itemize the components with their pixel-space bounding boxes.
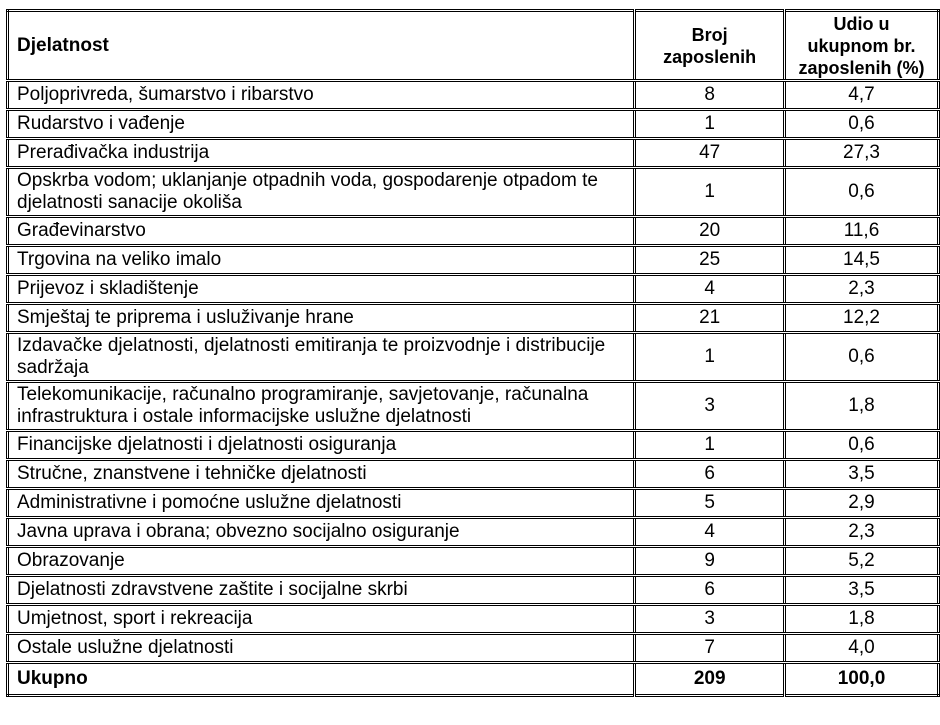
header-employees: Broj zaposlenih (635, 11, 785, 81)
table-row (8, 304, 939, 333)
row-activity: Umjetnost, sport i rekreacija (8, 605, 635, 634)
row-employees: 3 (635, 605, 785, 634)
row-employees: 9 (635, 547, 785, 576)
row-activity: Prerađivačka industrija (8, 139, 635, 168)
row-activity: Rudarstvo i vađenje (8, 110, 635, 139)
header-activity: Djelatnost (8, 11, 635, 81)
row-share: 12,2 (784, 304, 938, 333)
header-share: Udio u ukupnom br. zaposlenih (%) (784, 11, 938, 81)
row-share: 0,6 (784, 110, 938, 139)
table-row (8, 489, 939, 518)
table-row (8, 576, 939, 605)
row-employees: 8 (635, 81, 785, 110)
row-activity: Izdavačke djelatnosti, djelatnosti emitiranja te proizvodnje i distribucije sadržaja (8, 333, 635, 382)
row-activity: Poljoprivreda, šumarstvo i ribarstvo (8, 81, 635, 110)
table-row (8, 518, 939, 547)
table-row (8, 634, 939, 663)
row-employees: 3 (635, 382, 785, 431)
row-activity: Administrativne i pomoćne uslužne djelatnosti (8, 489, 635, 518)
row-activity: Smještaj te priprema i usluživanje hrane (8, 304, 635, 333)
row-employees: 7 (635, 634, 785, 663)
row-share: 0,6 (784, 333, 938, 382)
row-employees: 20 (635, 217, 785, 246)
total-label: Ukupno (8, 663, 635, 696)
employment-table-container (6, 9, 940, 697)
table-row (8, 168, 939, 217)
table-row (8, 547, 939, 576)
row-activity: Građevinarstvo (8, 217, 635, 246)
row-employees: 1 (635, 431, 785, 460)
table-row (8, 605, 939, 634)
table-row (8, 217, 939, 246)
row-share: 27,3 (784, 139, 938, 168)
total-share: 100,0 (784, 663, 938, 696)
row-share: 5,2 (784, 547, 938, 576)
row-employees: 1 (635, 168, 785, 217)
table-row (8, 333, 939, 382)
table-row (8, 275, 939, 304)
row-employees: 25 (635, 246, 785, 275)
row-employees: 1 (635, 110, 785, 139)
row-employees: 6 (635, 460, 785, 489)
row-activity: Ostale uslužne djelatnosti (8, 634, 635, 663)
row-employees: 4 (635, 275, 785, 304)
table-row (8, 382, 939, 431)
row-activity: Javna uprava i obrana; obvezno socijalno osiguranje (8, 518, 635, 547)
table-row (8, 81, 939, 110)
row-share: 0,6 (784, 168, 938, 217)
table-body (8, 81, 939, 663)
row-employees: 47 (635, 139, 785, 168)
row-share: 14,5 (784, 246, 938, 275)
row-share: 1,8 (784, 382, 938, 431)
row-share: 4,7 (784, 81, 938, 110)
table-row (8, 139, 939, 168)
row-activity: Stručne, znanstvene i tehničke djelatnosti (8, 460, 635, 489)
employment-by-activity-table (6, 9, 940, 697)
table-row (8, 246, 939, 275)
row-employees: 4 (635, 518, 785, 547)
row-activity: Telekomunikacije, računalno programiranje, savjetovanje, računalna infrastruktura i ostale informacijske uslužne djelatnosti (8, 382, 635, 431)
row-share: 1,8 (784, 605, 938, 634)
row-employees: 6 (635, 576, 785, 605)
row-share: 3,5 (784, 460, 938, 489)
row-activity: Prijevoz i skladištenje (8, 275, 635, 304)
row-employees: 1 (635, 333, 785, 382)
row-activity: Obrazovanje (8, 547, 635, 576)
row-share: 11,6 (784, 217, 938, 246)
total-employees: 209 (635, 663, 785, 696)
row-activity: Opskrba vodom; uklanjanje otpadnih voda, gospodarenje otpadom te djelatnosti sanacije okoliša (8, 168, 635, 217)
row-employees: 5 (635, 489, 785, 518)
row-share: 2,9 (784, 489, 938, 518)
table-row (8, 110, 939, 139)
row-share: 4,0 (784, 634, 938, 663)
table-row (8, 460, 939, 489)
row-activity: Trgovina na veliko imalo (8, 246, 635, 275)
row-activity: Financijske djelatnosti i djelatnosti osiguranja (8, 431, 635, 460)
row-share: 0,6 (784, 431, 938, 460)
row-share: 2,3 (784, 518, 938, 547)
table-header-row (8, 11, 939, 81)
table-row (8, 431, 939, 460)
total-row (8, 663, 939, 696)
row-share: 3,5 (784, 576, 938, 605)
row-activity: Djelatnosti zdravstvene zaštite i socijalne skrbi (8, 576, 635, 605)
row-share: 2,3 (784, 275, 938, 304)
row-employees: 21 (635, 304, 785, 333)
